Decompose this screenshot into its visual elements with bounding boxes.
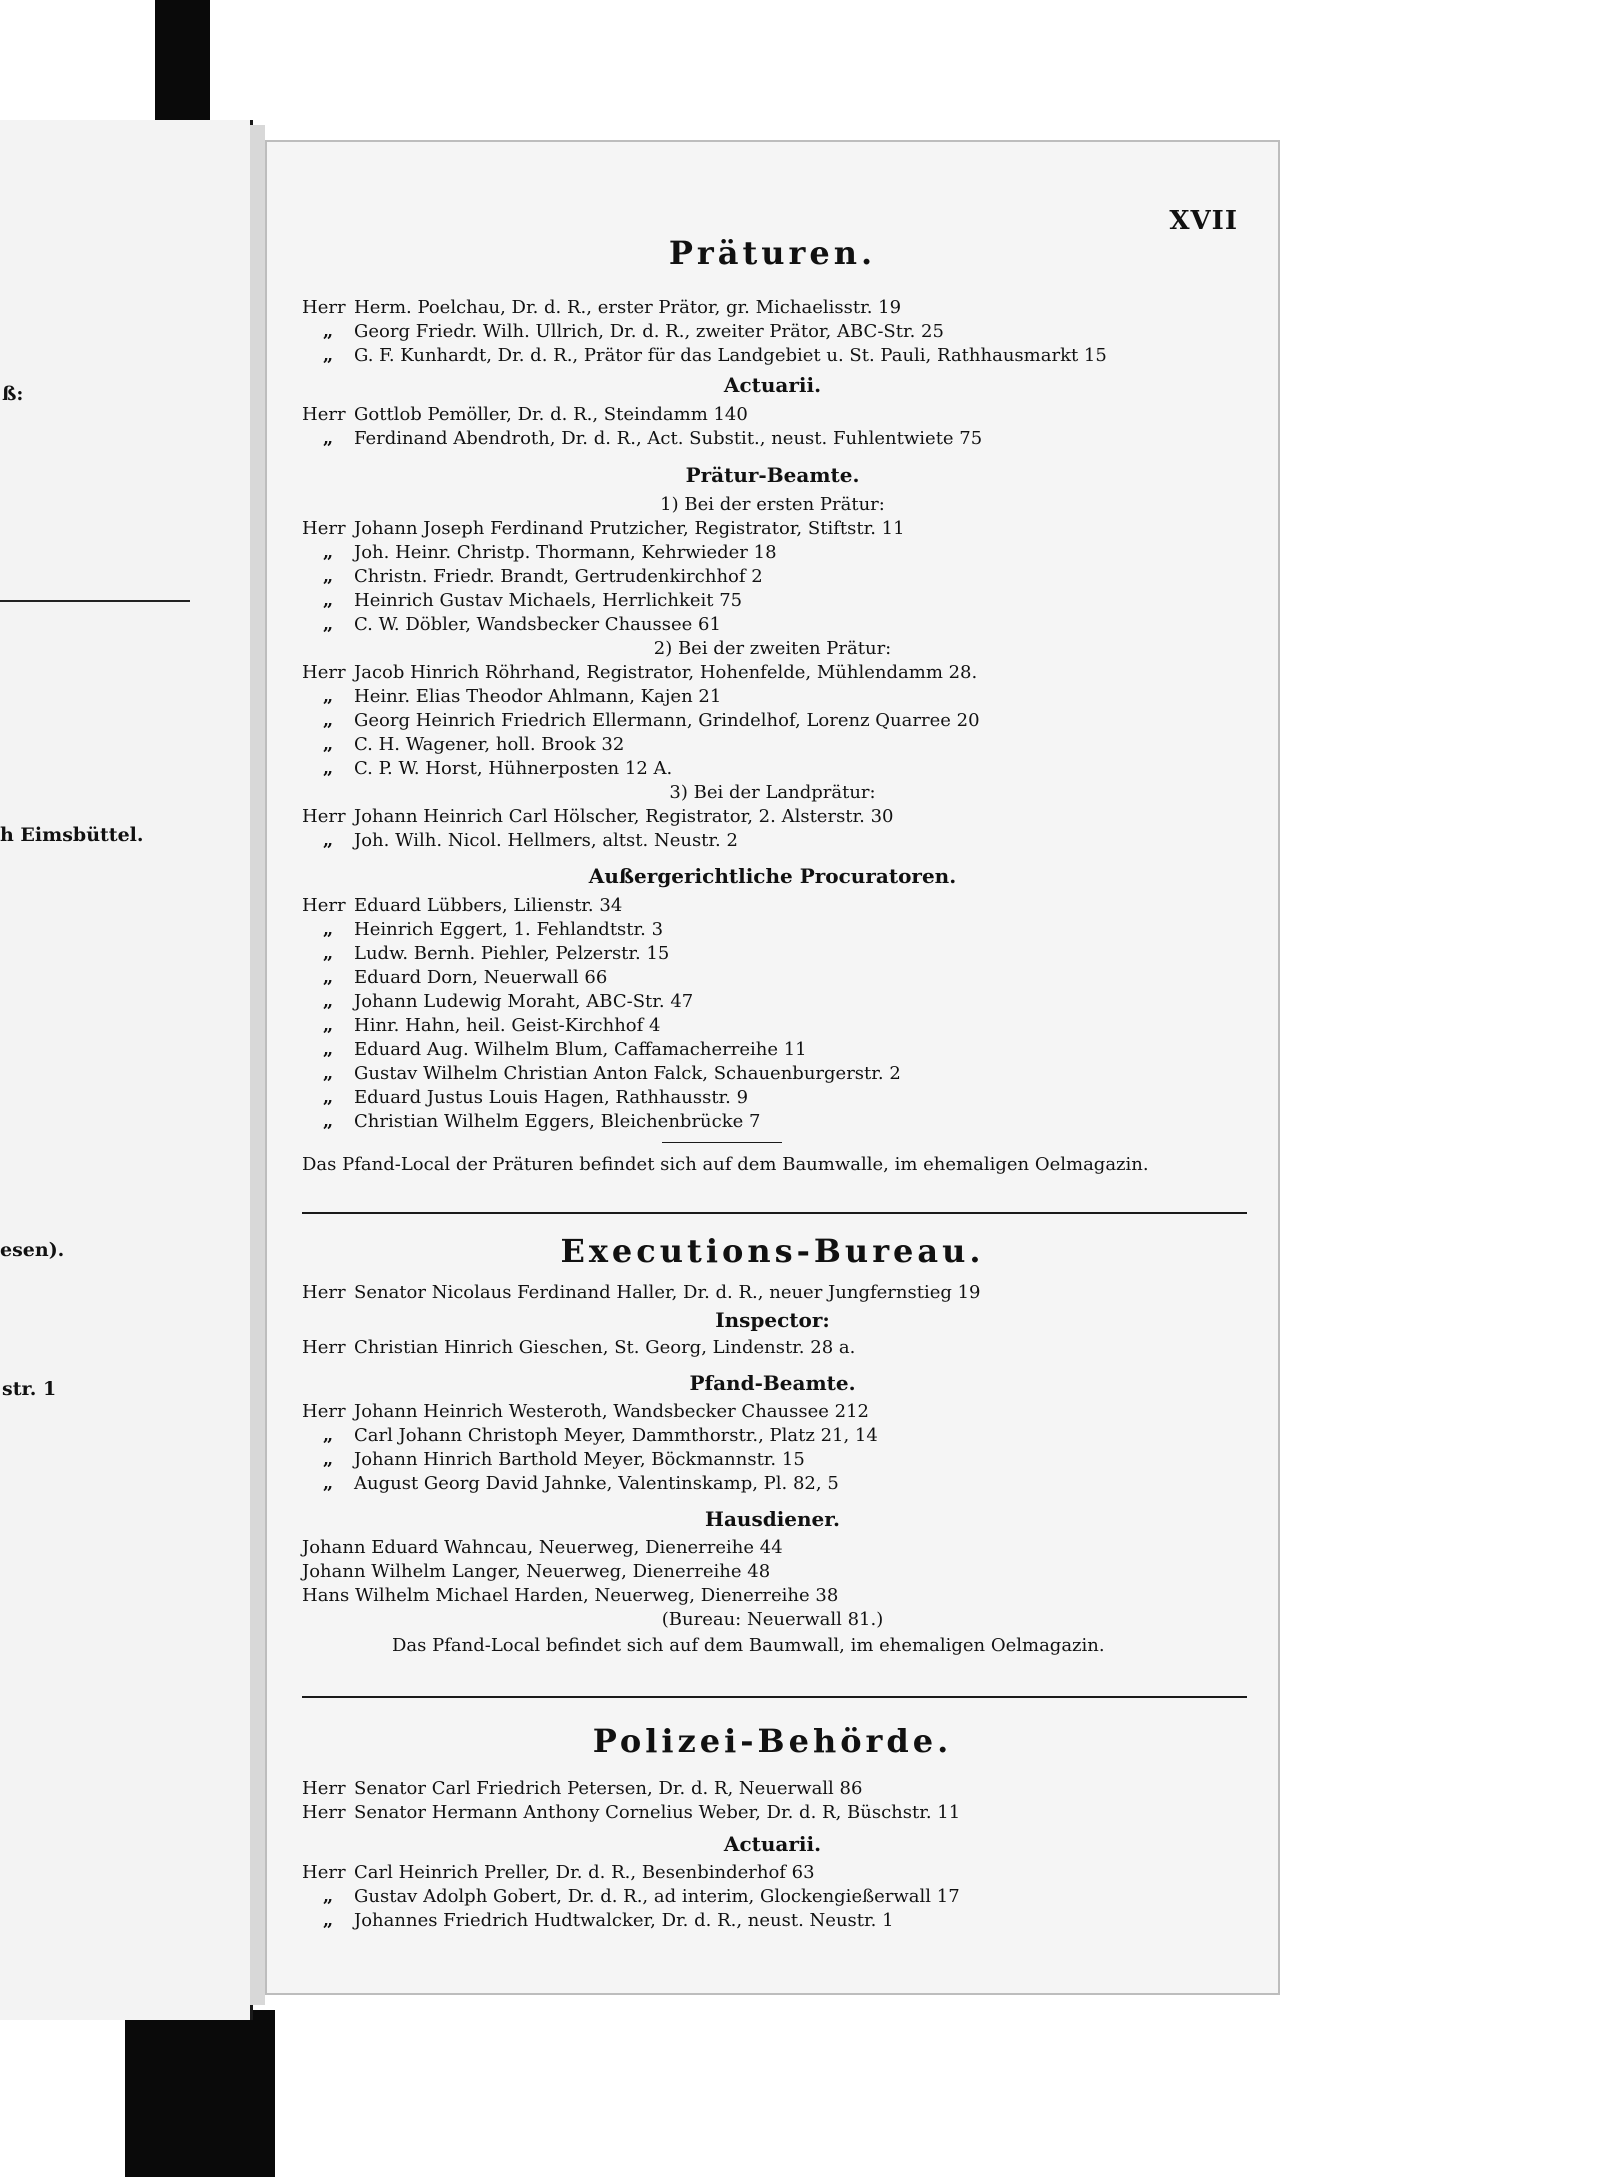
entry-text: Johann Joseph Ferdinand Prutzicher, Registrator, Stiftstr. 11 <box>354 518 905 539</box>
text-line <box>302 1401 869 1423</box>
entry-text: Senator Nicolaus Ferdinand Haller, Dr. d. R., neuer Jungfernstieg 19 <box>354 1282 981 1303</box>
entry-text: Christian Hinrich Gieschen, St. Georg, Lindenstr. 28 a. <box>354 1337 856 1358</box>
entry-text: Joh. Wilh. Nicol. Hellmers, altst. Neustr. 2 <box>354 830 738 851</box>
ditto-mark: „ <box>322 1910 334 1931</box>
entry-text: C. H. Wagener, holl. Brook 32 <box>354 734 625 755</box>
text-line <box>302 1087 748 1109</box>
text-line <box>302 1015 660 1037</box>
left-page-fragment: esen). <box>0 1239 65 1261</box>
entry-text: Gottlob Pemöller, Dr. d. R., Steindamm 140 <box>354 404 748 425</box>
entry-text: Gustav Wilhelm Christian Anton Falck, Schauenburgerstr. 2 <box>354 1063 901 1084</box>
page-gutter <box>250 125 265 2005</box>
entry-text: Herm. Poelchau, Dr. d. R., erster Prätor, gr. Michaelisstr. 19 <box>354 297 902 318</box>
ditto-mark: „ <box>322 758 334 779</box>
subheading-praetur-beamte: Prätur-Beamte. <box>685 463 860 487</box>
entry-text: Senator Hermann Anthony Cornelius Weber, Dr. d. R, Büschstr. 11 <box>354 1802 961 1823</box>
text-line <box>302 967 607 989</box>
text-line <box>302 710 980 732</box>
text-line <box>302 1337 855 1359</box>
text-line <box>302 943 669 965</box>
ditto-mark: „ <box>322 590 334 611</box>
text-line <box>302 1111 760 1133</box>
entry-text: Joh. Heinr. Christp. Thormann, Kehrwieder 18 <box>354 542 777 563</box>
entry-text: G. F. Kunhardt, Dr. d. R., Prätor für das Landgebiet u. St. Pauli, Rathhausmarkt 15 <box>354 345 1107 366</box>
ditto-mark: „ <box>322 1015 334 1036</box>
text-line <box>302 895 622 917</box>
text-line <box>302 590 742 612</box>
entry-text: Christn. Friedr. Brandt, Gertrudenkirchhof 2 <box>354 566 763 587</box>
line-prefix: Herr <box>302 806 346 827</box>
entry-text: August Georg David Jahnke, Valentinskamp, Pl. 82, 5 <box>354 1473 839 1494</box>
left-page-rule <box>0 600 190 602</box>
text-line <box>302 297 901 319</box>
section-title-praeturen: Präturen. <box>668 234 877 272</box>
entry-text: Johann Ludewig Moraht, ABC-Str. 47 <box>354 991 694 1012</box>
entry-text: Ludw. Bernh. Piehler, Pelzerstr. 15 <box>354 943 670 964</box>
ditto-mark: „ <box>322 919 334 940</box>
section-divider <box>302 1696 1247 1698</box>
entry-text: Senator Carl Friedrich Petersen, Dr. d. R, Neuerwall 86 <box>354 1778 863 1799</box>
text-line <box>302 662 977 684</box>
line-prefix: Herr <box>302 518 346 539</box>
subheading-pfand-beamte: Pfand-Beamte. <box>689 1371 856 1395</box>
subheading-inspector: Inspector: <box>715 1308 830 1332</box>
entry-text: Eduard Dorn, Neuerwall 66 <box>354 967 608 988</box>
text-line <box>302 614 721 636</box>
line-prefix: Herr <box>302 1778 346 1799</box>
entry-text: Carl Heinrich Preller, Dr. d. R., Besenbinderhof 63 <box>354 1862 815 1883</box>
short-rule <box>662 1142 782 1143</box>
entry-text: Johannes Friedrich Hudtwalcker, Dr. d. R., neust. Neustr. 1 <box>354 1910 894 1931</box>
line-prefix: Herr <box>302 662 346 683</box>
ditto-mark: „ <box>322 566 334 587</box>
text-line <box>302 734 624 756</box>
entry-text: Heinr. Elias Theodor Ahlmann, Kajen 21 <box>354 686 722 707</box>
line-prefix: Herr <box>302 404 346 425</box>
ditto-mark: „ <box>322 1425 334 1446</box>
text-line <box>302 345 1107 367</box>
text-line: Hans Wilhelm Michael Harden, Neuerweg, Dienerreihe 38 <box>302 1585 839 1606</box>
text-line <box>302 1282 981 1304</box>
left-page-fragment: ß: <box>2 383 24 405</box>
page-number: XVII <box>1169 206 1238 236</box>
line-prefix: Herr <box>302 1337 346 1358</box>
ditto-mark: „ <box>322 1449 334 1470</box>
text-line <box>302 1778 862 1800</box>
line-prefix: Herr <box>302 1282 346 1303</box>
text-line <box>302 758 672 780</box>
entry-text: Johann Heinrich Westeroth, Wandsbecker Chaussee 212 <box>354 1401 869 1422</box>
section-divider <box>302 1212 1247 1214</box>
entry-text: Christian Wilhelm Eggers, Bleichenbrücke 7 <box>354 1111 761 1132</box>
ditto-mark: „ <box>322 542 334 563</box>
ditto-mark: „ <box>322 614 334 635</box>
subheading-actuarii: Actuarii. <box>723 1832 822 1856</box>
ditto-mark: „ <box>322 1063 334 1084</box>
entry-text: Eduard Lübbers, Lilienstr. 34 <box>354 895 623 916</box>
ditto-mark: „ <box>322 1039 334 1060</box>
text-line <box>302 518 905 540</box>
ditto-mark: „ <box>322 943 334 964</box>
text-line <box>302 404 748 426</box>
entry-text: C. W. Döbler, Wandsbecker Chaussee 61 <box>354 614 721 635</box>
ditto-mark: „ <box>322 686 334 707</box>
entry-text: Johann Heinrich Carl Hölscher, Registrator, 2. Alsterstr. 30 <box>354 806 894 827</box>
text-line <box>302 686 721 708</box>
subheading-hausdiener: Hausdiener. <box>705 1507 840 1531</box>
line-prefix: Herr <box>302 297 346 318</box>
entry-text: Carl Johann Christoph Meyer, Dammthorstr., Platz 21, 14 <box>354 1425 878 1446</box>
text-line <box>302 1449 805 1471</box>
ditto-mark: „ <box>322 345 334 366</box>
text-line: Johann Eduard Wahncau, Neuerweg, Dienerreihe 44 <box>302 1537 783 1558</box>
text-line <box>302 1063 901 1085</box>
text-line <box>302 1473 839 1495</box>
ditto-mark: „ <box>322 734 334 755</box>
entry-text: Georg Heinrich Friedrich Ellermann, Grindelhof, Lorenz Quarree 20 <box>354 710 980 731</box>
line-prefix: Herr <box>302 895 346 916</box>
line-prefix: Herr <box>302 1401 346 1422</box>
group-label: 1) Bei der ersten Prätur: <box>660 494 885 515</box>
ditto-mark: „ <box>322 428 334 449</box>
entry-text: Johann Hinrich Barthold Meyer, Böckmannstr. 15 <box>354 1449 805 1470</box>
document-page <box>265 140 1280 1995</box>
bureau-address: (Bureau: Neuerwall 81.) <box>661 1609 884 1630</box>
text-line <box>302 1039 807 1061</box>
section-title-polizei: Polizei-Behörde. <box>592 1722 953 1760</box>
ditto-mark: „ <box>322 991 334 1012</box>
entry-text: Heinrich Gustav Michaels, Herrlichkeit 75 <box>354 590 743 611</box>
text-line <box>302 428 982 450</box>
line-prefix: Herr <box>302 1862 346 1883</box>
book-spine-bottom <box>125 2010 275 2177</box>
subheading-procuratoren: Außergerichtliche Procuratoren. <box>588 864 957 888</box>
entry-text: Ferdinand Abendroth, Dr. d. R., Act. Substit., neust. Fuhlentwiete 75 <box>354 428 983 449</box>
section-title-executions: Executions-Bureau. <box>560 1232 985 1270</box>
book-spine-top <box>155 0 210 135</box>
text-line <box>302 830 738 852</box>
group-label: 3) Bei der Landprätur: <box>669 782 876 803</box>
entry-text: Eduard Justus Louis Hagen, Rathhausstr. 9 <box>354 1087 749 1108</box>
ditto-mark: „ <box>322 1111 334 1132</box>
ditto-mark: „ <box>322 1473 334 1494</box>
entry-text: Heinrich Eggert, 1. Fehlandtstr. 3 <box>354 919 664 940</box>
left-page-fragment: str. 1 <box>2 1378 57 1400</box>
left-page <box>0 120 253 2020</box>
text-line <box>302 1862 815 1884</box>
entry-text: Georg Friedr. Wilh. Ullrich, Dr. d. R., zweiter Prätor, ABC-Str. 25 <box>354 321 944 342</box>
ditto-mark: „ <box>322 967 334 988</box>
entry-text: Jacob Hinrich Röhrhand, Registrator, Hohenfelde, Mühlendamm 28. <box>354 662 978 683</box>
entry-text: Eduard Aug. Wilhelm Blum, Caffamacherreihe 11 <box>354 1039 807 1060</box>
text-line <box>302 806 894 828</box>
group-label: 2) Bei der zweiten Prätur: <box>653 638 892 659</box>
text-line <box>302 1425 878 1447</box>
text-line: Johann Wilhelm Langer, Neuerweg, Dienerreihe 48 <box>302 1561 771 1582</box>
entry-text: C. P. W. Horst, Hühnerposten 12 A. <box>354 758 673 779</box>
ditto-mark: „ <box>322 1886 334 1907</box>
entry-text: Hinr. Hahn, heil. Geist-Kirchhof 4 <box>354 1015 661 1036</box>
text-line <box>302 542 777 564</box>
ditto-mark: „ <box>322 830 334 851</box>
pfand-local-note: Das Pfand-Local der Präturen befindet sich auf dem Baumwalle, im ehemaligen Oelmagazin. <box>302 1154 1149 1175</box>
text-line <box>302 919 663 941</box>
ditto-mark: „ <box>322 1087 334 1108</box>
ditto-mark: „ <box>322 321 334 342</box>
text-line <box>302 991 693 1013</box>
ditto-mark: „ <box>322 710 334 731</box>
line-prefix: Herr <box>302 1802 346 1823</box>
pfand-local-note: Das Pfand-Local befindet sich auf dem Baumwall, im ehemaligen Oelmagazin. <box>392 1635 1105 1656</box>
text-line <box>302 1886 960 1908</box>
text-line <box>302 321 944 343</box>
text-line <box>302 1802 960 1824</box>
left-page-fragment: h Eimsbüttel. <box>0 824 144 846</box>
entry-text: Gustav Adolph Gobert, Dr. d. R., ad interim, Glockengießerwall 17 <box>354 1886 960 1907</box>
text-line <box>302 1910 894 1932</box>
subheading-actuarii: Actuarii. <box>723 373 822 397</box>
text-line <box>302 566 763 588</box>
